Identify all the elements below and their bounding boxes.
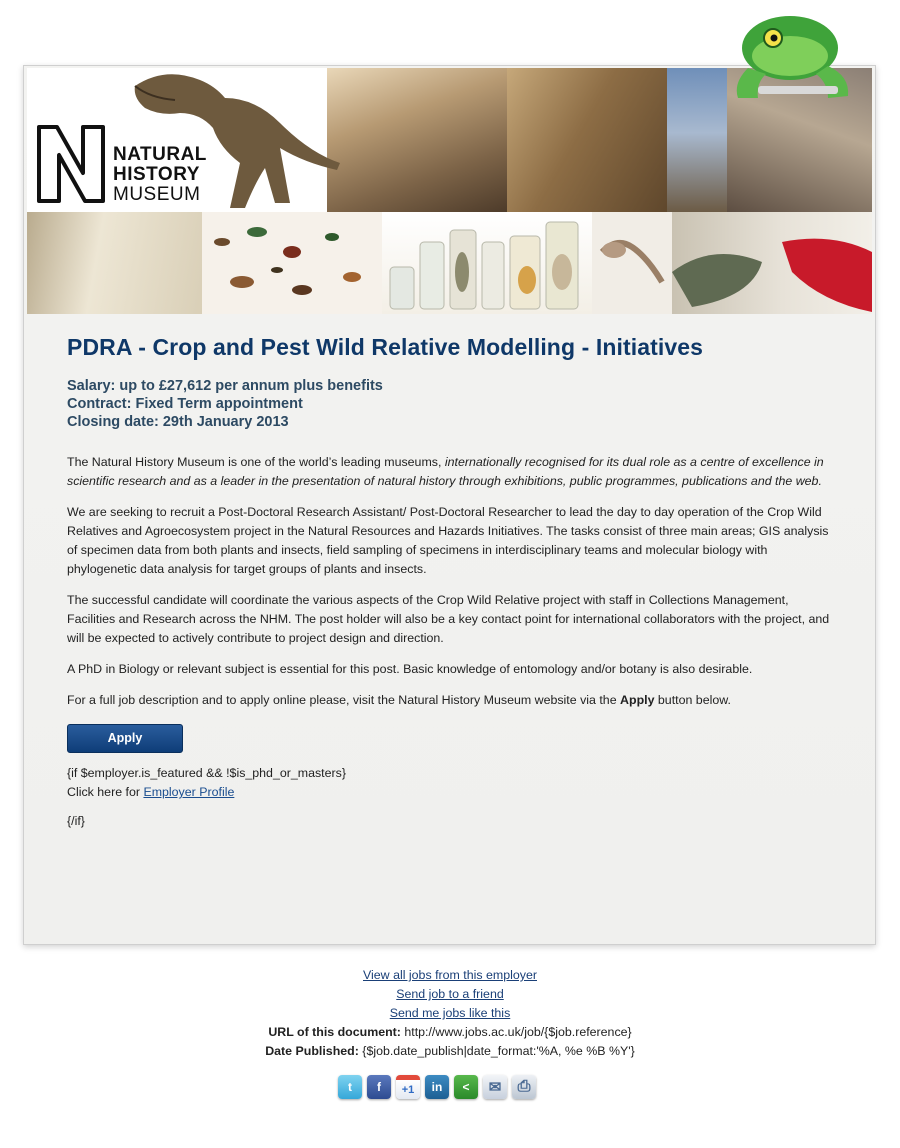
template-if-text: {if $employer.is_featured && !$is_phd_or_masters} xyxy=(67,766,346,780)
contract-text: Contract: Fixed Term appointment xyxy=(67,396,303,412)
closing-date-text: Closing date: 29th January 2013 xyxy=(67,414,289,430)
url-line: URL of this document: http://www.jobs.ac.uk/job/{$job.reference} xyxy=(268,1025,632,1039)
jar-shapes xyxy=(382,212,592,314)
twitter-icon[interactable]: t xyxy=(338,1075,362,1099)
jars-photo xyxy=(382,212,592,314)
employer-profile-line: Click here for Employer Profile xyxy=(67,785,235,799)
specimen-shapes xyxy=(672,212,872,314)
email-icon[interactable]: ✉ xyxy=(483,1075,507,1099)
insects-photo xyxy=(202,212,382,314)
job-card xyxy=(23,65,876,945)
salary-text: Salary: up to £27,612 per annum plus benefits xyxy=(67,378,383,394)
logo-text: NATURAL HISTORY MUSEUM xyxy=(113,144,207,205)
view-all-jobs-link[interactable]: View all jobs from this employer xyxy=(363,968,537,982)
responsibilities-paragraph: The successful candidate will coordinate the various aspects of the Crop Wild Relative project with staff in Collections Management, Facilities and Research across the NHM. The post holder will also be a key contact point for international collaborators with the project, and will be expected to actively contribute to project design and direction. xyxy=(67,593,830,645)
apply-instructions: For a full job description and to apply online please, visit the Natural History Museum website via the Apply button below. xyxy=(67,693,731,707)
hall-photo xyxy=(327,68,507,212)
print-icon[interactable]: ⎙ xyxy=(512,1075,536,1099)
specimen-photo xyxy=(672,212,872,314)
logo-n-icon xyxy=(35,123,107,205)
role-paragraph: We are seeking to recruit a Post-Doctoral Research Assistant/ Post-Doctoral Researcher to lead the day to day operation of the Crop Wild Relatives and Agroecosystem project in the Natural Resources and Hazards Initiatives. The tasks consist of three main areas; GIS analysis of specimen data from both plants and insects, field sampling of specimens in interdisciplinary teams and molecular biology with phylogenetic data analysis for target groups of plants and insects. xyxy=(67,505,829,576)
header-banner xyxy=(27,68,872,314)
frog-image xyxy=(728,8,858,103)
apply-button[interactable]: Apply xyxy=(67,724,183,753)
send-to-friend-link[interactable]: Send job to a friend xyxy=(396,987,504,1001)
linkedin-icon[interactable]: in xyxy=(425,1075,449,1099)
employer-profile-link[interactable]: Employer Profile xyxy=(143,785,235,799)
book-photo xyxy=(27,212,202,314)
job-title: PDRA - Crop and Pest Wild Relative Modelling - Initiatives xyxy=(67,334,704,360)
share-bar xyxy=(338,1075,536,1101)
job-meta xyxy=(67,377,837,431)
template-endif-text: {/if} xyxy=(67,814,85,828)
dodo-skeleton xyxy=(592,212,672,314)
dodo-photo xyxy=(592,212,672,314)
google-plus-one-icon[interactable]: +1 xyxy=(396,1075,420,1099)
intro-paragraph: The Natural History Museum is one of the world’s leading museums, internationally recognised for its dual role as a centre of excellence in scientific research and as a leader in the presentation of natural history through exhibitions, public programmes, publications and the web. xyxy=(67,455,824,488)
job-content xyxy=(67,334,837,828)
template-block xyxy=(67,764,837,802)
building-photo xyxy=(507,68,667,212)
facebook-icon[interactable]: f xyxy=(367,1075,391,1099)
footer xyxy=(0,966,900,1061)
requirements-paragraph: A PhD in Biology or relevant subject is essential for this post. Basic knowledge of entomology and/or botany is also desirable. xyxy=(67,662,753,676)
insect-shapes xyxy=(202,212,382,314)
tower-photo xyxy=(667,68,727,212)
date-published-line: Date Published: {$job.date_publish|date_format:'%A, %e %B %Y'} xyxy=(265,1044,635,1058)
share-icon[interactable]: < xyxy=(454,1075,478,1099)
send-me-jobs-link[interactable]: Send me jobs like this xyxy=(389,1006,511,1020)
museum-logo xyxy=(35,123,215,208)
